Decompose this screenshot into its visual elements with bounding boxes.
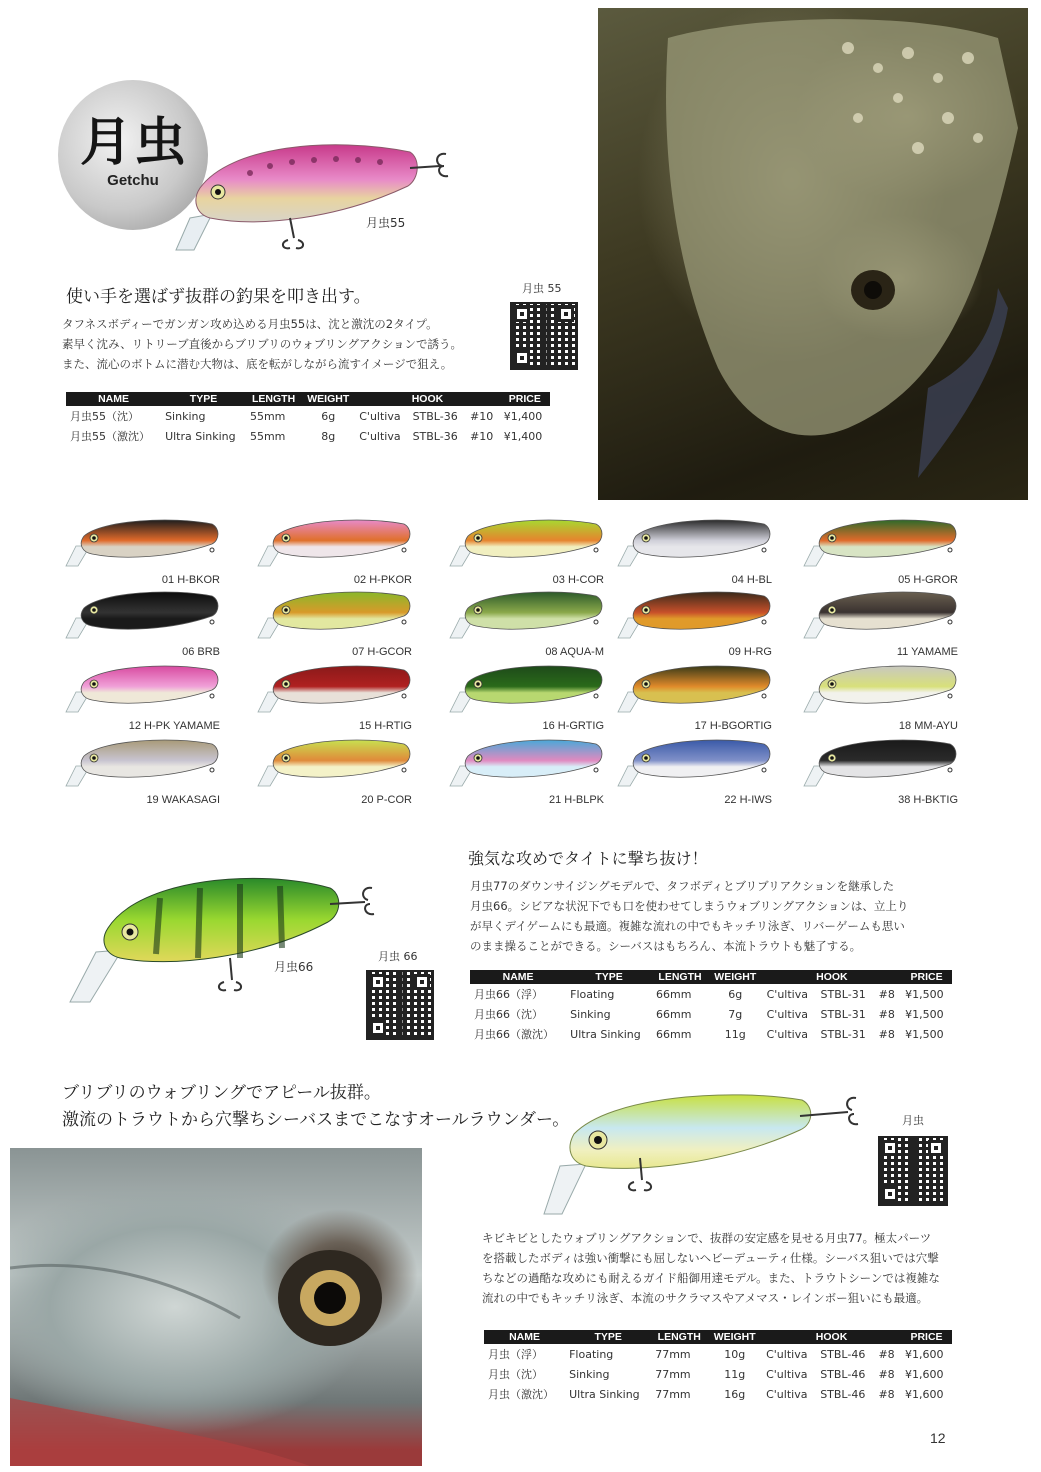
cell-hook-brand: C'ultiva (359, 429, 401, 443)
table-row (470, 984, 952, 1004)
color-code-label: 02 H-PKOR (353, 574, 412, 586)
cell-price: ¥1,400 (503, 429, 543, 443)
lure-swatch-image (614, 588, 776, 644)
cell-price: ¥1,500 (905, 1007, 944, 1021)
cell-type: Sinking (569, 1367, 610, 1381)
body-line: のまま操ることができる。シーバスはもちろん、本流トラウトも魅了する。 (470, 939, 862, 953)
cell-name: 月虫66（激沈） (474, 1028, 554, 1041)
cell-type: Ultra Sinking (569, 1387, 640, 1401)
cell-length: 77mm (655, 1347, 691, 1361)
table-row (470, 1004, 952, 1024)
lure-swatch-image (614, 736, 776, 792)
color-code-label: 20 P-COR (361, 794, 412, 806)
cell-length: 66mm (656, 1007, 692, 1021)
color-swatch (614, 736, 776, 806)
cell-weight: 10g (724, 1347, 746, 1361)
cell-weight: 7g (728, 1007, 743, 1021)
col-price: PRICE (500, 392, 550, 406)
col-type: TYPE (565, 1330, 651, 1344)
cell-hook-brand: C'ultiva (766, 1347, 808, 1361)
cell-type: Sinking (570, 1007, 611, 1021)
cell-hook-model: STBL-31 (820, 987, 866, 1001)
color-code-label: 05 H-GROR (898, 574, 958, 586)
color-code-label: 11 YAMAME (896, 646, 958, 658)
cell-weight: 6g (321, 409, 336, 423)
cell-length: 55mm (249, 429, 286, 443)
lure-swatch-image (254, 662, 416, 718)
lure-66-caption: 月虫66 (274, 960, 314, 974)
cell-hook-size: #10 (469, 429, 494, 443)
section-55-body (62, 314, 502, 374)
color-code-label: 06 BRB (182, 646, 220, 658)
color-code-label: 15 H-RTIG (359, 720, 412, 732)
spec-table-55 (66, 392, 550, 446)
cell-type: Ultra Sinking (165, 429, 236, 443)
cell-type: Floating (569, 1347, 614, 1361)
cell-price: ¥1,400 (503, 409, 543, 423)
lure-swatch-image (62, 516, 224, 572)
color-code-label: 03 H-COR (552, 574, 604, 586)
lure-77-image (530, 1082, 880, 1222)
cell-weight: 16g (724, 1387, 746, 1401)
cell-hook-brand: C'ultiva (766, 1387, 808, 1401)
col-type: TYPE (566, 970, 652, 984)
cell-hook-model: STBL-46 (820, 1347, 866, 1361)
color-code-label: 04 H-BL (731, 574, 772, 586)
cell-weight: 6g (728, 987, 743, 1001)
cell-type: Sinking (165, 409, 206, 423)
col-weight: WEIGHT (707, 1330, 762, 1344)
cell-hook-size: #8 (878, 987, 895, 1001)
color-swatch (254, 736, 416, 806)
qr-55-label: 月虫 55 (522, 282, 562, 295)
lure-swatch-image (254, 516, 416, 572)
col-hook: HOOK (355, 392, 499, 406)
lure-swatch-image (800, 588, 962, 644)
color-code-label: 18 MM-AYU (898, 720, 958, 732)
spec-table-77 (484, 1330, 952, 1404)
cell-hook-model: STBL-46 (820, 1387, 866, 1401)
table-row (66, 406, 550, 426)
color-code-label: 17 H-BGORTIG (694, 720, 772, 732)
cell-length: 55mm (249, 409, 286, 423)
table-row (484, 1384, 952, 1404)
color-swatch (62, 736, 224, 806)
cell-price: ¥1,500 (905, 1027, 944, 1041)
lure-55-caption: 月虫55 (366, 216, 406, 230)
cell-length: 77mm (655, 1367, 691, 1381)
color-swatch (446, 736, 608, 806)
cell-hook-size: #8 (878, 1347, 895, 1361)
heading-line: 激流のトラウトから穴撃ちシーバスまでこなすオールラウンダー。 (62, 1110, 570, 1130)
qr-66-label: 月虫 66 (378, 950, 418, 963)
cell-price: ¥1,600 (904, 1367, 944, 1381)
lure-swatch-image (614, 516, 776, 572)
cell-price: ¥1,600 (904, 1347, 944, 1361)
table-header-row (66, 392, 550, 406)
color-swatch (254, 588, 416, 658)
color-swatch (62, 588, 224, 658)
cell-name: 月虫55（沈） (70, 410, 139, 423)
color-swatch (614, 516, 776, 586)
cell-hook-model: STBL-46 (820, 1367, 866, 1381)
col-length: LENGTH (651, 1330, 707, 1344)
table-header-row (470, 970, 952, 984)
lure-swatch-image (62, 588, 224, 644)
color-swatch (800, 516, 962, 586)
table-row (470, 1024, 952, 1044)
cell-name: 月虫（浮） (488, 1348, 543, 1361)
table-row (484, 1364, 952, 1384)
qr-code-66[interactable] (366, 970, 434, 1040)
trout-photo-shape (598, 8, 1028, 500)
logo-kanji: 月虫 (79, 112, 188, 173)
cell-hook-brand: C'ultiva (766, 1007, 808, 1021)
col-weight: WEIGHT (301, 392, 355, 406)
seabass-photo-shape (10, 1148, 422, 1466)
body-line: また、流心のボトムに潜む大物は、底を転がしながら流すイメージで狙え。 (62, 357, 453, 371)
col-name: NAME (484, 1330, 565, 1344)
color-swatch (254, 662, 416, 732)
col-length: LENGTH (652, 970, 708, 984)
page-number: 12 (930, 1430, 946, 1446)
lure-swatch-image (800, 662, 962, 718)
cell-hook-brand: C'ultiva (766, 1027, 808, 1041)
col-length: LENGTH (246, 392, 301, 406)
cell-length: 66mm (656, 987, 692, 1001)
qr-77-label: 月虫 (902, 1114, 924, 1127)
cell-weight: 11g (724, 1367, 746, 1381)
cell-hook-model: STBL-36 (412, 409, 458, 423)
lure-swatch-image (62, 736, 224, 792)
color-code-label: 07 H-GCOR (352, 646, 412, 658)
color-code-label: 16 H-GRTIG (542, 720, 604, 732)
cell-hook-size: #8 (878, 1027, 895, 1041)
col-hook: HOOK (762, 1330, 901, 1344)
color-code-label: 01 H-BKOR (161, 574, 220, 586)
color-swatch (446, 588, 608, 658)
body-line: タフネスボディーでガンガン攻め込める月虫55は、沈と激沈の2タイプ。 (62, 317, 438, 331)
body-line: 月虫66。シビアな状況下でも口を使わせてしまうウォブリングアクションは、立上り (470, 899, 909, 913)
body-line: を搭載したボディは強い衝撃にも屈しないヘビーデューティ仕様。シーバス狙いでは穴撃 (482, 1251, 939, 1265)
cell-name: 月虫66（浮） (474, 988, 543, 1001)
cell-type: Floating (570, 987, 615, 1001)
seabass-photo (10, 1148, 422, 1466)
heading-line: ブリブリのウォブリングでアピール抜群。 (62, 1083, 381, 1103)
cell-hook-model: STBL-31 (820, 1027, 866, 1041)
cell-hook-model: STBL-31 (820, 1007, 866, 1021)
table-row (66, 426, 550, 446)
cell-name: 月虫55（激沈） (70, 430, 150, 443)
spec-table-66 (470, 970, 952, 1044)
lure-swatch-image (254, 588, 416, 644)
col-weight: WEIGHT (708, 970, 763, 984)
col-price: PRICE (901, 1330, 952, 1344)
cell-weight: 11g (724, 1027, 746, 1041)
lure-swatch-image (614, 662, 776, 718)
col-hook: HOOK (763, 970, 902, 984)
lure-swatch-image (446, 662, 608, 718)
cell-price: ¥1,500 (905, 987, 944, 1001)
qr-code-77[interactable] (878, 1136, 948, 1206)
cell-hook-brand: C'ultiva (359, 409, 401, 423)
lure-swatch-image (446, 736, 608, 792)
section-77-heading (62, 1080, 569, 1134)
color-swatch (446, 516, 608, 586)
color-code-label: 08 AQUA-M (545, 646, 604, 658)
color-swatch (800, 662, 962, 732)
cell-hook-size: #10 (469, 409, 494, 423)
lure-swatch-image (254, 736, 416, 792)
lure-swatch-image (800, 516, 962, 572)
color-swatch (800, 736, 962, 806)
col-name: NAME (470, 970, 566, 984)
color-swatch (446, 662, 608, 732)
section-77-body (482, 1228, 982, 1308)
color-code-label: 19 WAKASAGI (146, 794, 220, 806)
color-swatch (614, 662, 776, 732)
color-code-label: 21 H-BLPK (548, 794, 604, 806)
table-row (484, 1344, 952, 1364)
cell-type: Ultra Sinking (570, 1027, 641, 1041)
lure-swatch-image (800, 736, 962, 792)
cell-hook-brand: C'ultiva (766, 1367, 808, 1381)
cell-hook-size: #8 (878, 1387, 895, 1401)
color-code-label: 22 H-IWS (724, 794, 772, 806)
col-type: TYPE (161, 392, 246, 406)
cell-name: 月虫（沈） (488, 1368, 543, 1381)
col-price: PRICE (901, 970, 952, 984)
cell-weight: 8g (321, 429, 336, 443)
color-code-label: 09 H-RG (728, 646, 772, 658)
cell-hook-brand: C'ultiva (766, 987, 808, 1001)
color-code-label: 12 H-PK YAMAME (128, 720, 220, 732)
cell-hook-size: #8 (878, 1007, 895, 1021)
qr-code-55[interactable] (510, 302, 578, 370)
cell-hook-model: STBL-36 (412, 429, 458, 443)
body-line: ちなどの過酷な攻めにも耐えるガイド船御用達モデル。また、トラウトシーンでは複雑な (482, 1271, 940, 1285)
cell-length: 66mm (656, 1027, 692, 1041)
lure-swatch-image (62, 662, 224, 718)
section-55-heading: 使い手を選ばず抜群の釣果を叩き出す。 (66, 287, 371, 307)
logo-roman: Getchu (107, 172, 159, 189)
section-66-body (470, 876, 960, 956)
color-code-label: 38 H-BKTIG (898, 794, 958, 806)
color-swatch (62, 662, 224, 732)
color-swatch (62, 516, 224, 586)
section-66-heading: 強気な攻めでタイトに撃ち抜け！ (468, 849, 708, 868)
color-swatch (800, 588, 962, 658)
table-header-row (484, 1330, 952, 1344)
cell-name: 月虫66（沈） (474, 1008, 543, 1021)
body-line: 流れの中でもキッチリ泳ぎ、本流のサクラマスやアメマス・レインボー狙いにも最適。 (482, 1291, 929, 1305)
body-line: が早くデイゲームにも最適。複雑な流れの中でもキッチリ泳ぎ、リバーゲームも思い (470, 919, 905, 933)
body-line: 月虫77のダウンサイジングモデルで、タフボディとブリブリアクションを継承した (470, 879, 895, 893)
body-line: 素早く沈み、リトリーブ直後からブリブリのウォブリングアクションで誘う。 (62, 337, 462, 351)
color-swatch (254, 516, 416, 586)
body-line: キビキビとしたウォブリングアクションで、抜群の安定感を見せる月虫77。極太パーツ (482, 1231, 932, 1245)
cell-length: 77mm (655, 1387, 691, 1401)
lure-swatch-image (446, 516, 608, 572)
lure-66-image (60, 858, 400, 1008)
col-name: NAME (66, 392, 161, 406)
cell-hook-size: #8 (878, 1367, 895, 1381)
trout-photo (598, 8, 1028, 500)
cell-price: ¥1,600 (904, 1387, 944, 1401)
color-swatch (614, 588, 776, 658)
lure-55-image (170, 118, 475, 258)
cell-name: 月虫（激沈） (488, 1388, 554, 1401)
lure-swatch-image (446, 588, 608, 644)
